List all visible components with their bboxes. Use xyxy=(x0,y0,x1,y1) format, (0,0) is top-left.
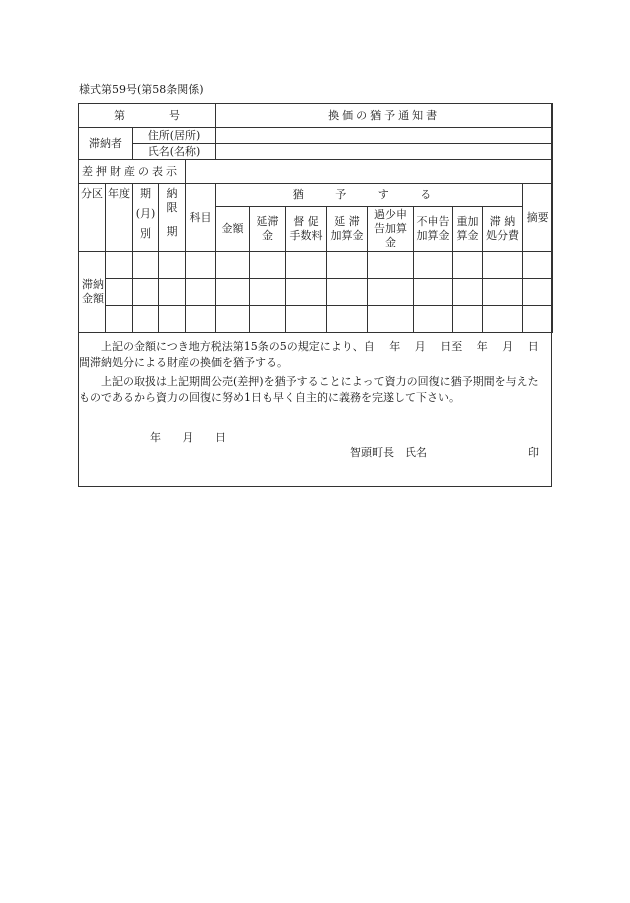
col-demand-fee-line1: 督 促 xyxy=(293,215,319,229)
col-period-line1: 期 xyxy=(140,187,151,200)
col-late-surcharge-line2: 加算金 xyxy=(330,229,364,242)
arrears-amount-label xyxy=(79,252,106,333)
col-disposal-line2: 処分費 xyxy=(486,229,520,242)
col-period-line2: (月) xyxy=(135,206,156,220)
col-period xyxy=(133,184,159,252)
date-day: 日 xyxy=(215,431,226,444)
col-period-line3: 別 xyxy=(140,226,151,240)
table-cell[interactable] xyxy=(483,306,523,333)
col-year: 年度 xyxy=(106,184,133,252)
table-cell[interactable] xyxy=(414,306,453,333)
col-late-fee-line2: 金 xyxy=(262,229,274,242)
seized-property-label: 差押財産の表示 xyxy=(79,160,186,184)
col-disposal-line1: 滞 納 xyxy=(489,215,516,229)
table-cell[interactable] xyxy=(327,306,368,333)
table-cell[interactable] xyxy=(453,279,483,306)
form-number-label: 様式第59号(第58条関係) xyxy=(79,83,204,96)
date-month: 月 xyxy=(182,431,194,444)
date-year: 年 xyxy=(150,431,161,444)
arrears-label-line1: 滞納 xyxy=(82,278,104,292)
col-deadline-line3: 期 xyxy=(166,224,178,238)
col-item: 科目 xyxy=(186,184,216,252)
col-under-report-line1: 過少申 xyxy=(374,208,408,222)
table-cell[interactable] xyxy=(250,306,286,333)
table-cell[interactable] xyxy=(106,252,133,279)
table-cell[interactable] xyxy=(483,252,523,279)
table-cell[interactable] xyxy=(159,252,186,279)
col-under-report-line3: 金 xyxy=(385,235,397,249)
table-cell[interactable] xyxy=(286,279,327,306)
table-cell[interactable] xyxy=(250,252,286,279)
col-amount: 金額 xyxy=(216,207,250,252)
table-cell[interactable] xyxy=(523,279,553,306)
col-late-fee-line1: 延滞 xyxy=(256,215,279,229)
table-cell[interactable] xyxy=(453,252,483,279)
number-suffix: 号 xyxy=(169,108,181,122)
table-cell[interactable] xyxy=(250,279,286,306)
document-number-cell xyxy=(79,104,216,128)
table-cell[interactable] xyxy=(133,279,159,306)
col-under-report xyxy=(368,207,414,252)
col-heavy-line1: 重加 xyxy=(456,215,479,229)
table-cell[interactable] xyxy=(327,252,368,279)
name-value[interactable] xyxy=(216,144,553,160)
table-cell[interactable] xyxy=(286,252,327,279)
issue-date xyxy=(150,429,226,445)
col-non-report-line1: 不申告 xyxy=(416,215,450,229)
grace-group-header: 猶 予 す る xyxy=(216,184,523,207)
name-label: 氏名(名称) xyxy=(133,144,216,160)
table-cell[interactable] xyxy=(216,279,250,306)
seal-mark: 印 xyxy=(528,446,539,459)
col-deadline-line1: 納 xyxy=(166,187,178,200)
table-cell[interactable] xyxy=(216,306,250,333)
table-cell[interactable] xyxy=(368,252,414,279)
col-non-report xyxy=(414,207,453,252)
col-disposal xyxy=(483,207,523,252)
number-prefix: 第 xyxy=(114,108,126,122)
taxpayer-label: 滞納者 xyxy=(79,128,133,160)
table-cell[interactable] xyxy=(483,279,523,306)
table-cell[interactable] xyxy=(523,252,553,279)
document-title: 換価の猶予通知書 xyxy=(216,104,553,128)
table-cell[interactable] xyxy=(133,306,159,333)
col-heavy-line2: 算金 xyxy=(456,229,479,242)
col-deadline-line2: 限 xyxy=(166,200,178,214)
table-cell[interactable] xyxy=(286,306,327,333)
arrears-label-line2: 金額 xyxy=(82,292,104,305)
col-category: 分区 xyxy=(79,184,106,252)
table-cell[interactable] xyxy=(159,306,186,333)
col-deadline xyxy=(159,184,186,252)
grace-statement: 上記の金額につき地方税法第15条の5の規定により、自 年 月 日至 年 月 日間滞納処分による財産の換価を猶予する。 xyxy=(79,340,539,369)
table-cell[interactable] xyxy=(186,279,216,306)
table-cell[interactable] xyxy=(106,306,133,333)
obligation-statement: 上記の取扱は上記期間公売(差押)を猶予することによって資力の回復に猶予期間を与えたものであるから資力の回復に努め1日も早く自主的に義務を完遂して下さい。 xyxy=(79,375,539,404)
table-cell[interactable] xyxy=(327,279,368,306)
seized-property-value[interactable] xyxy=(186,160,553,184)
col-heavy xyxy=(453,207,483,252)
col-late-surcharge-line1: 延 滞 xyxy=(334,215,360,229)
col-demand-fee xyxy=(286,207,327,252)
table-cell[interactable] xyxy=(414,252,453,279)
table-cell[interactable] xyxy=(133,252,159,279)
col-late-fee xyxy=(250,207,286,252)
address-label: 住所(居所) xyxy=(133,128,216,144)
col-late-surcharge xyxy=(327,207,368,252)
table-cell[interactable] xyxy=(453,306,483,333)
table-cell[interactable] xyxy=(414,279,453,306)
signer-name: 智頭町長 氏名 xyxy=(350,446,427,459)
table-cell[interactable] xyxy=(216,252,250,279)
col-under-report-line2: 告加算 xyxy=(374,222,408,236)
col-non-report-line2: 加算金 xyxy=(416,229,450,242)
col-remarks: 摘要 xyxy=(523,184,553,252)
table-cell[interactable] xyxy=(523,306,553,333)
address-value[interactable] xyxy=(216,128,553,144)
table-cell[interactable] xyxy=(186,252,216,279)
table-cell[interactable] xyxy=(186,306,216,333)
col-demand-fee-line2: 手数料 xyxy=(289,229,323,242)
table-cell[interactable] xyxy=(368,279,414,306)
notice-table xyxy=(78,103,553,333)
table-cell[interactable] xyxy=(159,279,186,306)
table-cell[interactable] xyxy=(106,279,133,306)
table-cell[interactable] xyxy=(368,306,414,333)
